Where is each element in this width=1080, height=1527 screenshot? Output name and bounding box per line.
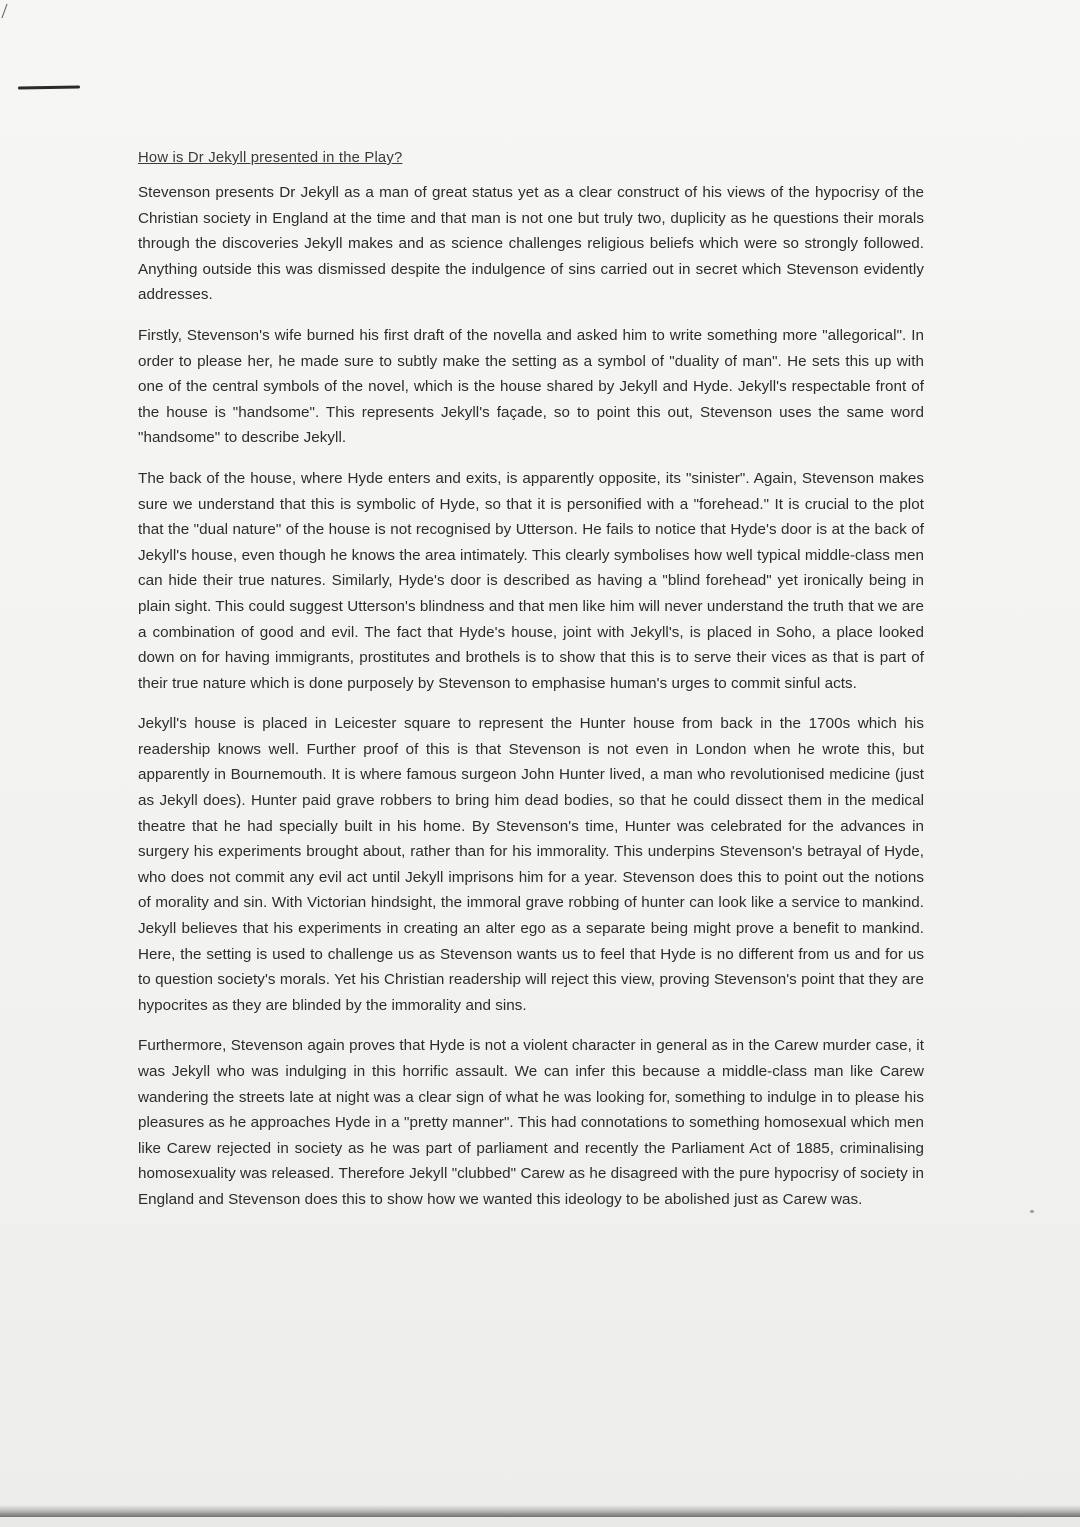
pen-mark	[1, 4, 15, 18]
page-bottom-edge	[0, 1505, 1080, 1517]
essay-body	[138, 148, 924, 1228]
scan-speck	[1030, 1210, 1034, 1213]
paragraph-house-front: Firstly, Stevenson's wife burned his first draft of the novella and asked him to write something more "allegorical". In order to please her, he made sure to subtly make the setting as a symbol of "duality of man". He sets this up with one of the central symbols of the novel, which is the house shared by Jekyll and Hyde. Jekyll's respectable front of the house is "handsome". This represents Jekyll's façade, so to point this out, Stevenson uses the same word "handsome" to describe Jekyll.	[138, 326, 924, 447]
paragraph-intro: Stevenson presents Dr Jekyll as a man of great status yet as a clear construct of his views of the hypocrisy of the Christian society in England at the time and that man is not one but truly two, duplicity as he questions their morals through the discoveries Jekyll makes and as science challenges religious beliefs which were so strongly followed. Anything outside this was dismissed despite the indulgence of sins carried out in secret which Stevenson evidently addresses.	[138, 184, 924, 304]
paragraph-carew-murder: Furthermore, Stevenson again proves that Hyde is not a violent character in general as in the Carew murder case, it was Jekyll who was indulging in this horrific assault. We can infer this because a middle-class man like Carew wandering the streets late at night was a clear sign of what he was looking for, something to indulge in to please his pleasures as he approaches Hyde in a "pretty manner". This had connotations to something homosexual which men like Carew rejected in society as he was part of parliament and recently the Parliament Act of 1885, criminalising homosexuality was released. Therefore Jekyll "clubbed" Carew as he disagreed with the pure hypocrisy of society in England and Stevenson does this to show how we wanted this ideology to be abolished just as Carew was.	[138, 1037, 924, 1208]
margin-mark	[18, 85, 80, 89]
scan-border	[0, 1517, 1080, 1527]
paragraph-hunter-house: Jekyll's house is placed in Leicester square to represent the Hunter house from back in the 1700s which his readership knows well. Further proof of this is that Stevenson is not even in London when he wrote this, but apparently in Bournemouth. It is where famous surgeon John Hunter lived, a man who revolutionised medicine (just as Jekyll does). Hunter paid grave robbers to bring him dead bodies, so that he could dissect them in the medical theatre that he had specially built in his home. By Stevenson's time, Hunter was celebrated for the advances in surgery his experiments brought about, rather than for his immorality. This underpins Stevenson's betrayal of Hyde, who does not commit any evil act until Jekyll imprisons him for a year. Stevenson does this to point out the notions of morality and sin. With Victorian hindsight, the immoral grave robbing of hunter can look like a service to mankind. Jekyll believes that his experiments in creating an alter ego as a separate being might prove a benefit to mankind. Here, the setting is used to challenge us as Stevenson wants us to feel that Hyde is no different from us and for us to question society's morals. Yet his Christian readership will reject this view, proving Stevenson's point that they are hypocrites as they are blinded by the immorality and sins.	[138, 715, 924, 1014]
essay-title: How is Dr Jekyll presented in the Play?	[138, 150, 403, 166]
paragraph-house-back: The back of the house, where Hyde enters and exits, is apparently opposite, its "sinister". Again, Stevenson makes sure we understand that this is symbolic of Hyde, so that it is personified with a "forehead." It is crucial to the plot that the "dual nature" of the house is not recognised by Utterson. He fails to notice that Hyde's door is at the back of Jekyll's house, even though he knows the area intimately. This clearly symbolises how well typical middle-class men can hide their true natures. Similarly, Hyde's door is described as having a "blind forehead" yet ironically being in plain sight. This could suggest Utterson's blindness and that men like him will never understand the truth that we are a combination of good and evil. The fact that Hyde's house, joint with Jekyll's, is placed in Soho, a place looked down on for having immigrants, prostitutes and brothels is to show that this is to serve their vices as that is part of their true nature which is done purposely by Stevenson to emphasise human's urges to commit sinful acts.	[138, 469, 924, 692]
